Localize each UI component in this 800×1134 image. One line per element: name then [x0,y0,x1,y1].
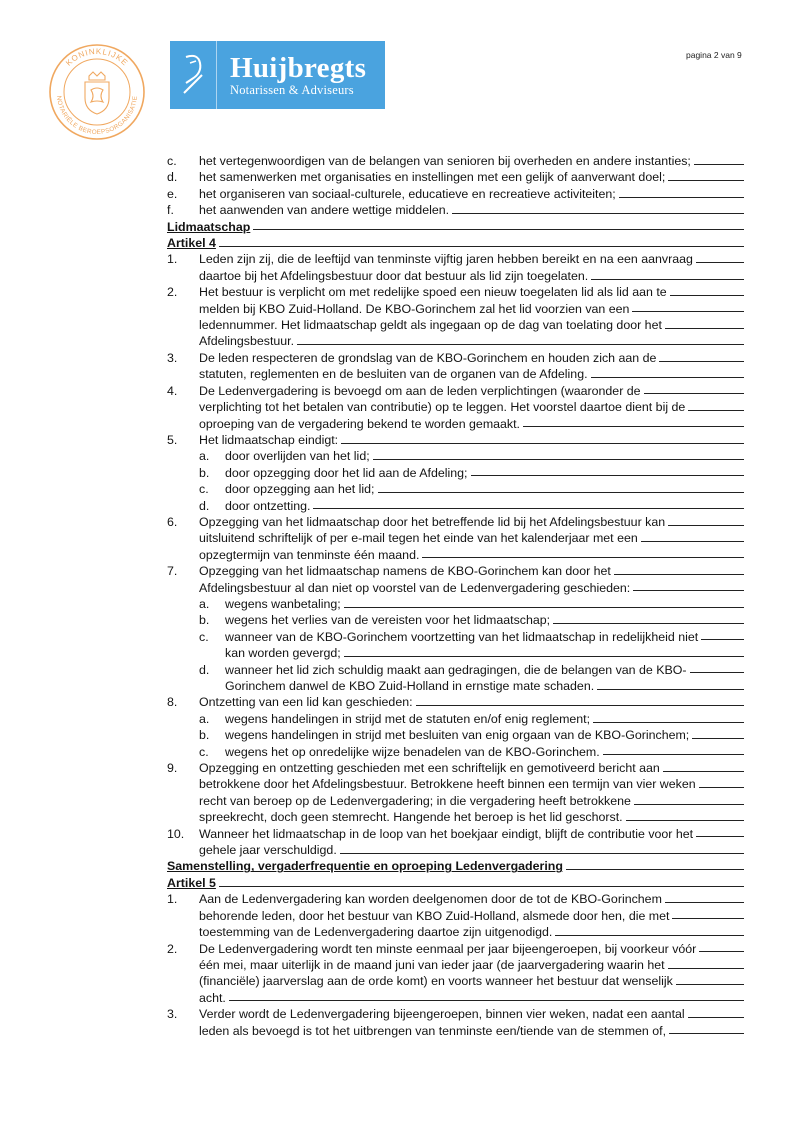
dash-fill [692,738,744,739]
line-text: wanneer het lid zich schuldig maakt aan gedragingen, die de belangen van de KBO- [225,662,687,677]
line-text: het samenwerken met organisaties en instellingen met een gelijk of aanverwant doel; [199,170,666,185]
sub-clause-number: b. [199,613,210,628]
text-line [225,448,744,464]
text-line [225,596,744,612]
line-text: daartoe bij het Afdelingsbestuur door dat bestuur als lid zijn toegelaten. [199,268,589,283]
line-text: wegens het verlies van de vereisten voor het lidmaatschap; [225,613,551,628]
dash-fill [633,590,744,591]
text-line [199,547,744,563]
dash-fill [665,902,744,903]
section-samenstelling [167,858,744,874]
line-text: het vertegenwoordigen van de belangen van senioren bij overheden en andere instanties; [199,154,691,168]
line-text: wegens handelingen in strijd met besluiten van enig orgaan van de KBO-Gorinchem; [225,728,690,743]
sub-clause [199,629,744,662]
sub-clause-number: d. [199,662,210,677]
line-text: één mei, maar uiterlijk in de maand juni van ieder jaar (de jaarvergadering waarin het [199,957,665,972]
logo-subtitle: Notarissen & Adviseurs [230,82,354,97]
line-text: De Ledenvergadering is bevoegd om aan de leden verplichtingen (waaronder de [199,383,641,398]
text-line [199,284,744,300]
text-line [225,727,744,743]
line-text: kan worden gevergd; [225,646,341,661]
clause-body [199,760,744,826]
line-text: oproeping van de vergadering bekend te worden gemaakt. [199,416,521,431]
dash-fill [699,951,744,952]
text-line [199,251,744,267]
clause-body [199,891,744,940]
text-line [199,891,744,907]
line-text: door opzegging door het lid aan de Afdeling; [225,465,468,480]
dash-fill [659,361,744,362]
line-text: Leden zijn zij, die de leeftijd van tenminste vijftig jaren hebben bereikt en na een aanvraag [199,252,693,267]
svg-text:NOTARIËLE BEROEPSORGANISATIE: NOTARIËLE BEROEPSORGANISATIE [54,95,140,137]
clause-number: 6. [167,514,178,529]
intro-item-body [199,169,744,185]
intro-item-number: f. [167,203,174,218]
artikel-4-clause [167,383,744,432]
dash-fill [416,705,744,706]
dash-fill [344,607,744,608]
sub-clause-body [225,481,744,497]
line-text: betrokkene door het Afdelingsbestuur. Betrokkene heeft binnen een termijn van vier weken [199,777,696,792]
dash-fill [219,886,744,887]
artikel-4-clause [167,350,744,383]
line-text: Afdelingsbestuur. [199,334,295,349]
dash-fill [699,787,744,788]
clause-body [199,383,744,432]
intro-item-body [199,153,744,169]
dash-fill [696,836,744,837]
dash-fill [690,672,744,673]
dash-fill [471,475,745,476]
dash-fill [297,344,744,345]
text-line [199,1023,744,1039]
dash-fill [696,262,744,263]
line-text: Aan de Ledenvergadering kan worden deelgenomen door de tot de KBO-Gorinchem [199,892,662,907]
sub-clause [199,744,744,760]
dash-fill [663,771,744,772]
text-line [199,366,744,382]
text-line [199,416,744,432]
line-text: wegens handelingen in strijd met de statuten en/of enig reglement; [225,711,591,726]
text-line [199,432,744,448]
text-line [199,826,744,842]
artikel-4-clause [167,694,744,710]
dash-fill [523,426,744,427]
text-line [199,383,744,399]
line-text: statuten, reglementen en de besluiten van de organen van de Afdeling. [199,367,588,382]
sub-clause-body [225,711,744,727]
text-line [225,481,744,497]
line-text: toestemming van de Ledenvergadering daartoe zijn uitgenodigd. [199,925,553,940]
dash-fill [593,722,744,723]
text-line [199,186,744,202]
line-text: melden bij KBO Zuid-Holland. De KBO-Gorinchem zal het lid voorzien van een [199,301,630,316]
line-text: Verder wordt de Ledenvergadering bijeengeroepen, binnen vier weken, nadat een aantal [199,1007,685,1022]
dash-fill [668,968,744,969]
intro-item [167,186,744,202]
sub-clause [199,727,744,743]
line-text: De leden respecteren de grondslag van de KBO-Gorinchem en houden zich aan de [199,350,657,365]
sub-clause [199,711,744,727]
text-line [199,350,744,366]
dash-fill [668,525,744,526]
artikel-4-clause [167,514,744,563]
artikel-4-title [167,235,744,251]
sub-clause-body [225,727,744,743]
dash-fill [632,311,744,312]
text-line [199,317,744,333]
sub-clause-body [225,744,744,760]
dash-fill [676,984,744,985]
line-text: Het lidmaatschap eindigt: [199,432,339,447]
dash-fill [229,1000,744,1001]
clause-number: 3. [167,350,178,365]
dash-fill [253,229,744,230]
logo-name: Huijbregts [230,51,367,84]
dash-fill [591,279,744,280]
clause-body [199,514,744,563]
artikel-4-clause [167,826,744,859]
intro-item-number: d. [167,170,178,185]
intro-item [167,202,744,218]
text-line [225,629,744,645]
line-text: spreekrecht, doch geen stemrecht. Hangende het beroep is het lid geschorst. [199,810,623,825]
dash-fill [668,180,744,181]
text-line [199,202,744,218]
dash-fill [619,197,744,198]
dash-fill [344,656,744,657]
text-line [225,645,744,661]
line-text: Gorinchem danwel de KBO Zuid-Holland in ernstige mate schaden. [225,679,595,693]
company-logo [170,41,385,109]
artikel-5-clause [167,891,744,940]
artikel-4-clause [167,284,744,350]
artikel-4-clause [167,563,744,596]
line-text: leden als bevoegd is tot het uitbrengen van tenminste een/tiende van de stemmen of, [199,1023,667,1038]
dash-fill [591,377,744,378]
text-line [199,694,744,710]
text-line [225,744,744,760]
text-line [199,760,744,776]
text-line [199,563,744,579]
artikel-4-clause [167,432,744,448]
section-heading: Artikel 5 [167,875,216,890]
text-line [225,711,744,727]
text-line [225,612,744,628]
clause-number: 2. [167,941,178,956]
dash-fill [340,853,744,854]
text-line [225,465,744,481]
clause-body [199,1006,744,1039]
text-line [199,301,744,317]
dash-fill [672,918,744,919]
intro-item-body [199,186,744,202]
sub-clause [199,448,744,464]
dash-fill [553,623,744,624]
text-line [199,514,744,530]
text-line [199,973,744,989]
line-text: gehele jaar verschuldigd. [199,843,337,858]
line-text: door opzegging aan het lid; [225,482,375,497]
artikel-4-clause [167,251,744,284]
line-text: Wanneer het lidmaatschap in de loop van het boekjaar eindigt, blijft de contributie voor het [199,826,694,841]
line-text: verplichting tot het betalen van contributie) op te leggen. Het voorstel daartoe dient bij de [199,400,686,415]
line-text: Opzegging van het lidmaatschap door het betreffende lid bij het Afdelingsbestuur kan [199,514,666,529]
line-text: opzegtermijn van tenminste één maand. [199,547,420,562]
clause-number: 7. [167,564,178,579]
sub-clause-body [225,498,744,514]
section-heading: Lidmaatschap [167,219,251,234]
dash-fill [603,754,744,755]
dash-fill [313,508,744,509]
artikel-5-title [167,875,744,891]
text-line [225,662,744,678]
line-text: behorende leden, door het bestuur van KBO Zuid-Holland, alsmede door hen, die met [199,908,670,923]
line-text: Opzegging van het lidmaatschap namens de KBO-Gorinchem kan door het [199,564,611,579]
line-text: De Ledenvergadering wordt ten minste eenmaal per jaar bijeengeroepen, bij voorkeur vóór [199,941,697,956]
line-text: Ontzetting van een lid kan geschieden: [199,695,413,710]
text-line [199,776,744,792]
dash-fill [597,689,744,690]
clause-body [199,826,744,859]
line-text: recht van beroep op de Ledenvergadering; in die vergadering heeft betrokkene [199,793,631,808]
artikel-5-clause [167,1006,744,1039]
intro-item-number: e. [167,186,178,201]
text-line [199,1006,744,1022]
text-line [199,530,744,546]
dash-fill [219,246,744,247]
dash-fill [688,410,744,411]
sub-clause [199,596,744,612]
sub-clause [199,465,744,481]
clause-body [199,941,744,1007]
dash-fill [566,869,744,870]
clause-number: 1. [167,892,178,907]
line-text: ledennummer. Het lidmaatschap geldt als ingegaan op de dag van toelating door het [199,318,662,333]
text-line [199,333,744,349]
sub-clause-body [225,662,744,695]
sub-clause [199,498,744,514]
line-text: het organiseren van sociaal-culturele, educatieve en recreatieve activiteiten; [199,186,616,201]
dash-fill [614,574,744,575]
dash-fill [634,804,744,805]
sub-clause-number: a. [199,596,210,611]
dash-fill [555,935,744,936]
line-text: het aanwenden van andere wettige middelen. [199,203,450,218]
dash-fill [670,295,744,296]
dash-fill [341,443,744,444]
sub-clause-body [225,448,744,464]
section-heading: Artikel 4 [167,236,216,251]
clause-number: 3. [167,1007,178,1022]
clause-body [199,350,744,383]
sub-clause-body [225,629,744,662]
text-line [199,580,744,596]
clause-body [199,284,744,350]
text-line [199,941,744,957]
sub-clause-number: b. [199,728,210,743]
text-line [199,957,744,973]
dash-fill [626,820,744,821]
clause-body [199,563,744,596]
sub-clause-number: d. [199,498,210,513]
logo-mark-icon [170,41,217,109]
dash-fill [669,1033,744,1034]
text-line [199,990,744,1006]
sub-clause-body [225,465,744,481]
clause-body [199,694,744,710]
clause-number: 10. [167,826,185,841]
sub-clause-number: c. [199,629,209,644]
text-line [225,678,744,694]
sub-clause [199,662,744,695]
sub-clause-number: a. [199,711,210,726]
line-text: (financiële) jaarverslag aan de orde komt) en voorts wanneer het bestuur dat wenselijk [199,974,673,989]
dash-fill [422,557,744,558]
text-line [199,842,744,858]
dash-fill [688,1017,744,1018]
dash-fill [378,492,745,493]
text-line [199,169,744,185]
dash-fill [452,213,744,214]
dash-fill [373,459,744,460]
text-line [199,793,744,809]
sub-clause-number: c. [199,482,209,497]
sub-clause-number: c. [199,744,209,759]
dash-fill [644,393,744,394]
dash-fill [694,164,744,165]
line-text: uitsluitend schriftelijk of per e-mail tegen het einde van het kalenderjaar met een [199,531,638,546]
sub-clause-number: a. [199,449,210,464]
dash-fill [641,541,744,542]
text-line [199,809,744,825]
line-text: Het bestuur is verplicht om met redelijke spoed een nieuw toegelaten lid als lid aan te [199,285,667,300]
sub-clause-body [225,612,744,628]
crest-icon [85,72,109,114]
clause-body [199,432,744,448]
line-text: Afdelingsbestuur al dan niet op voorstel van de Ledenvergadering geschieden: [199,580,631,595]
clause-number: 1. [167,252,178,267]
artikel-5-clause [167,941,744,1007]
section-heading: Samenstelling, vergaderfrequentie en oproeping Ledenvergadering [167,859,563,874]
text-line [225,498,744,514]
clause-number: 2. [167,285,178,300]
svg-text:KONINKLIJKE: KONINKLIJKE [64,46,130,68]
dash-fill [665,328,744,329]
artikel-4-clause [167,760,744,826]
clause-number: 4. [167,383,178,398]
text-line [199,399,744,415]
intro-item [167,153,744,169]
dash-fill [701,639,744,640]
notary-seal [47,42,147,142]
page-number: pagina 2 van 9 [686,50,742,60]
clause-number: 9. [167,761,178,776]
intro-item-number: c. [167,154,177,168]
sub-clause [199,612,744,628]
text-line [199,153,744,169]
line-text: Opzegging en ontzetting geschieden met een schriftelijk en gemotiveerd bericht aan [199,761,660,776]
text-line [199,924,744,940]
document-body [167,153,744,1039]
line-text: door ontzetting. [225,498,311,513]
sub-clause [199,481,744,497]
text-line [199,268,744,284]
clause-body [199,251,744,284]
section-lidmaatschap [167,219,744,235]
line-text: door overlijden van het lid; [225,449,370,464]
line-text: acht. [199,990,226,1005]
clause-number: 5. [167,432,178,447]
sub-clause-number: b. [199,465,210,480]
text-line [199,908,744,924]
intro-item-body [199,202,744,218]
line-text: wanneer van de KBO-Gorinchem voortzetting van het lidmaatschap in redelijkheid niet [225,629,699,644]
line-text: wegens het op onredelijke wijze benadelen van de KBO-Gorinchem. [225,744,600,759]
sub-clause-body [225,596,744,612]
intro-item [167,169,744,185]
clause-number: 8. [167,695,178,710]
line-text: wegens wanbetaling; [225,596,341,611]
